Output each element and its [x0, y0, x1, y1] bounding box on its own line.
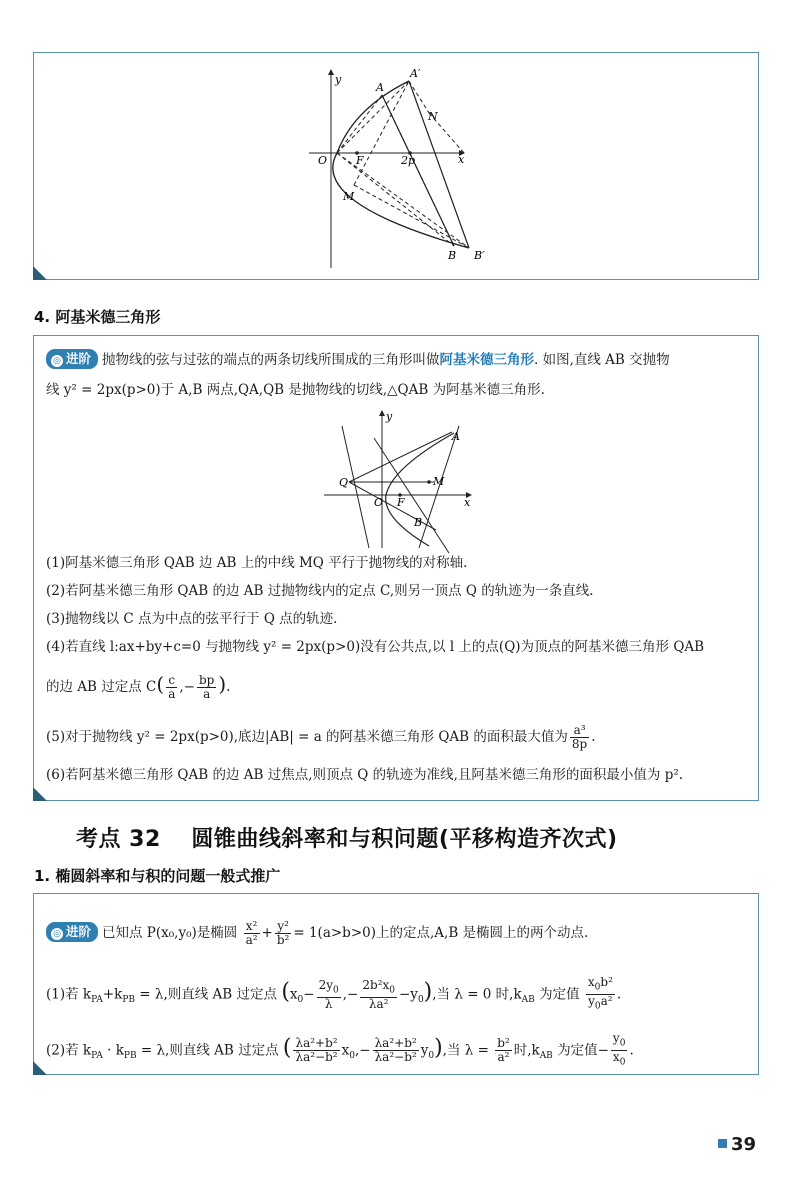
label-y: y	[335, 73, 342, 86]
archimedes-intro-line1: ◎ 进阶 抛物线的弦与过弦的端点的两条切线所围成的三角形叫做阿基米德三角形. 如图,直线 AB 交抛物	[46, 349, 670, 369]
section-4-title: 4. 阿基米德三角形	[34, 308, 161, 326]
archimedes-item-3: (3)抛物线以 C 点为中点的弦平行于 Q 点的轨迹.	[46, 611, 338, 627]
label-M: M	[433, 475, 445, 488]
label-A-prime: A′	[410, 67, 421, 80]
archimedes-intro-line2: 线 y² = 2px(p>0)于 A,B 两点,QA,QB 是抛物线的切线,△QAB 为阿基米德三角形.	[46, 382, 545, 398]
corner-decoration	[33, 266, 47, 280]
label-x: x	[458, 153, 465, 166]
ellipse-item-2: (2)若 $k_{PA} \cdot k_{PB} = \lambda$,则直线 AB 过定点 ( $\frac{\text{λa²+b²}}{\text{λa²−b²}}$ $x_0,-$ $\frac{\text{λa²+b²}}{\text{λa²−b²}}$ $y_0$),当 λ = $\frac{\text{b²}}{\text{a²}}$ 时$,k_{AB}$ 为定值− $\frac{y_0}{x_0}$ .	[46, 1031, 634, 1068]
section-1-title: 1. 椭圆斜率和与积的问题一般式推广	[34, 867, 281, 885]
corner-decoration	[33, 1061, 47, 1075]
ellipse-item-1: (1)若 $k_{PA}+k_{PB} = \lambda$,则直线 AB 过定点 ($x_0-$ $\frac{2y_0}{\lambda}$ ,− $\frac{2b^2x_0}{\text{λa²}}$ $-y_0$),当 λ = 0 时$,k_{AB}$ 为定值 $\frac{x_0b^2}{y_0a^2}$ .	[46, 975, 622, 1012]
archimedes-item-2: (2)若阿基米德三角形 QAB 的边 AB 过抛物线内的定点 C,则另一顶点 Q 的轨迹为一条直线.	[46, 583, 594, 599]
archimedes-item-4-line1: (4)若直线 l:ax+by+c=0 与抛物线 y² = 2px(p>0)没有公共点,以 l 上的点(Q)为顶点的阿基米德三角形 QAB	[46, 639, 705, 655]
label-B: B	[414, 516, 423, 529]
label-y: y	[386, 410, 393, 423]
ellipse-box	[33, 893, 759, 1075]
archimedes-term: 阿基米德三角形	[439, 352, 535, 368]
advanced-badge: ◎ 进阶	[46, 349, 98, 369]
corner-decoration	[33, 787, 47, 801]
advanced-icon: ◎	[51, 928, 63, 940]
archimedes-item-5: (5)对于抛物线 y² = 2px(p>0),底边|AB| = a 的阿基米德三角形 QAB 的面积最大值为 $\frac{\text{a³}}{8p}$ .	[46, 723, 596, 751]
label-Q: Q	[339, 476, 349, 489]
parabola-tangent-figure	[34, 53, 758, 279]
ellipse-intro: ◎ 进阶 已知点 P(x₀,y₀)是椭圆 $\frac{\text{x²}}{\text{a²}}$ + $\frac{\text{y²}}{\text{b²}}$ = 1(a>b>0)上的定点,A,B 是椭圆上的两个动点.	[46, 920, 588, 947]
label-M: M	[343, 190, 355, 203]
archimedes-item-6: (6)若阿基米德三角形 QAB 的边 AB 过焦点,则顶点 Q 的轨迹为准线,且阿基米德三角形的面积最小值为 p².	[46, 767, 684, 783]
archimedes-item-4-line2: 的边 AB 过定点 C( $\frac{c}{a}$ ,− $\frac{bp}{a}$ ).	[46, 672, 231, 701]
label-O: O	[318, 154, 328, 167]
advanced-icon: ◎	[51, 355, 63, 367]
archimedes-item-1: (1)阿基米德三角形 QAB 边 AB 上的中线 MQ 平行于抛物线的对称轴.	[46, 555, 468, 571]
page-marker	[718, 1139, 727, 1148]
label-F: F	[356, 154, 364, 167]
label-x: x	[464, 496, 471, 509]
label-F: F	[397, 496, 405, 509]
page-number: 39	[718, 1134, 756, 1155]
label-2p: 2p	[401, 154, 416, 167]
label-A: A	[452, 430, 460, 443]
advanced-badge: ◎ 进阶	[46, 922, 98, 942]
archimedes-triangle-figure	[34, 408, 758, 558]
label-B: B	[448, 249, 457, 262]
figure-box-top	[33, 52, 759, 280]
label-O: O	[374, 496, 384, 509]
archimedes-box	[33, 335, 759, 801]
label-B-prime: B′	[474, 249, 485, 262]
label-A: A	[376, 81, 384, 94]
label-N: N	[428, 110, 438, 123]
kaodian-title: 考点 32 圆锥曲线斜率和与积问题(平移构造齐次式)	[76, 827, 618, 852]
